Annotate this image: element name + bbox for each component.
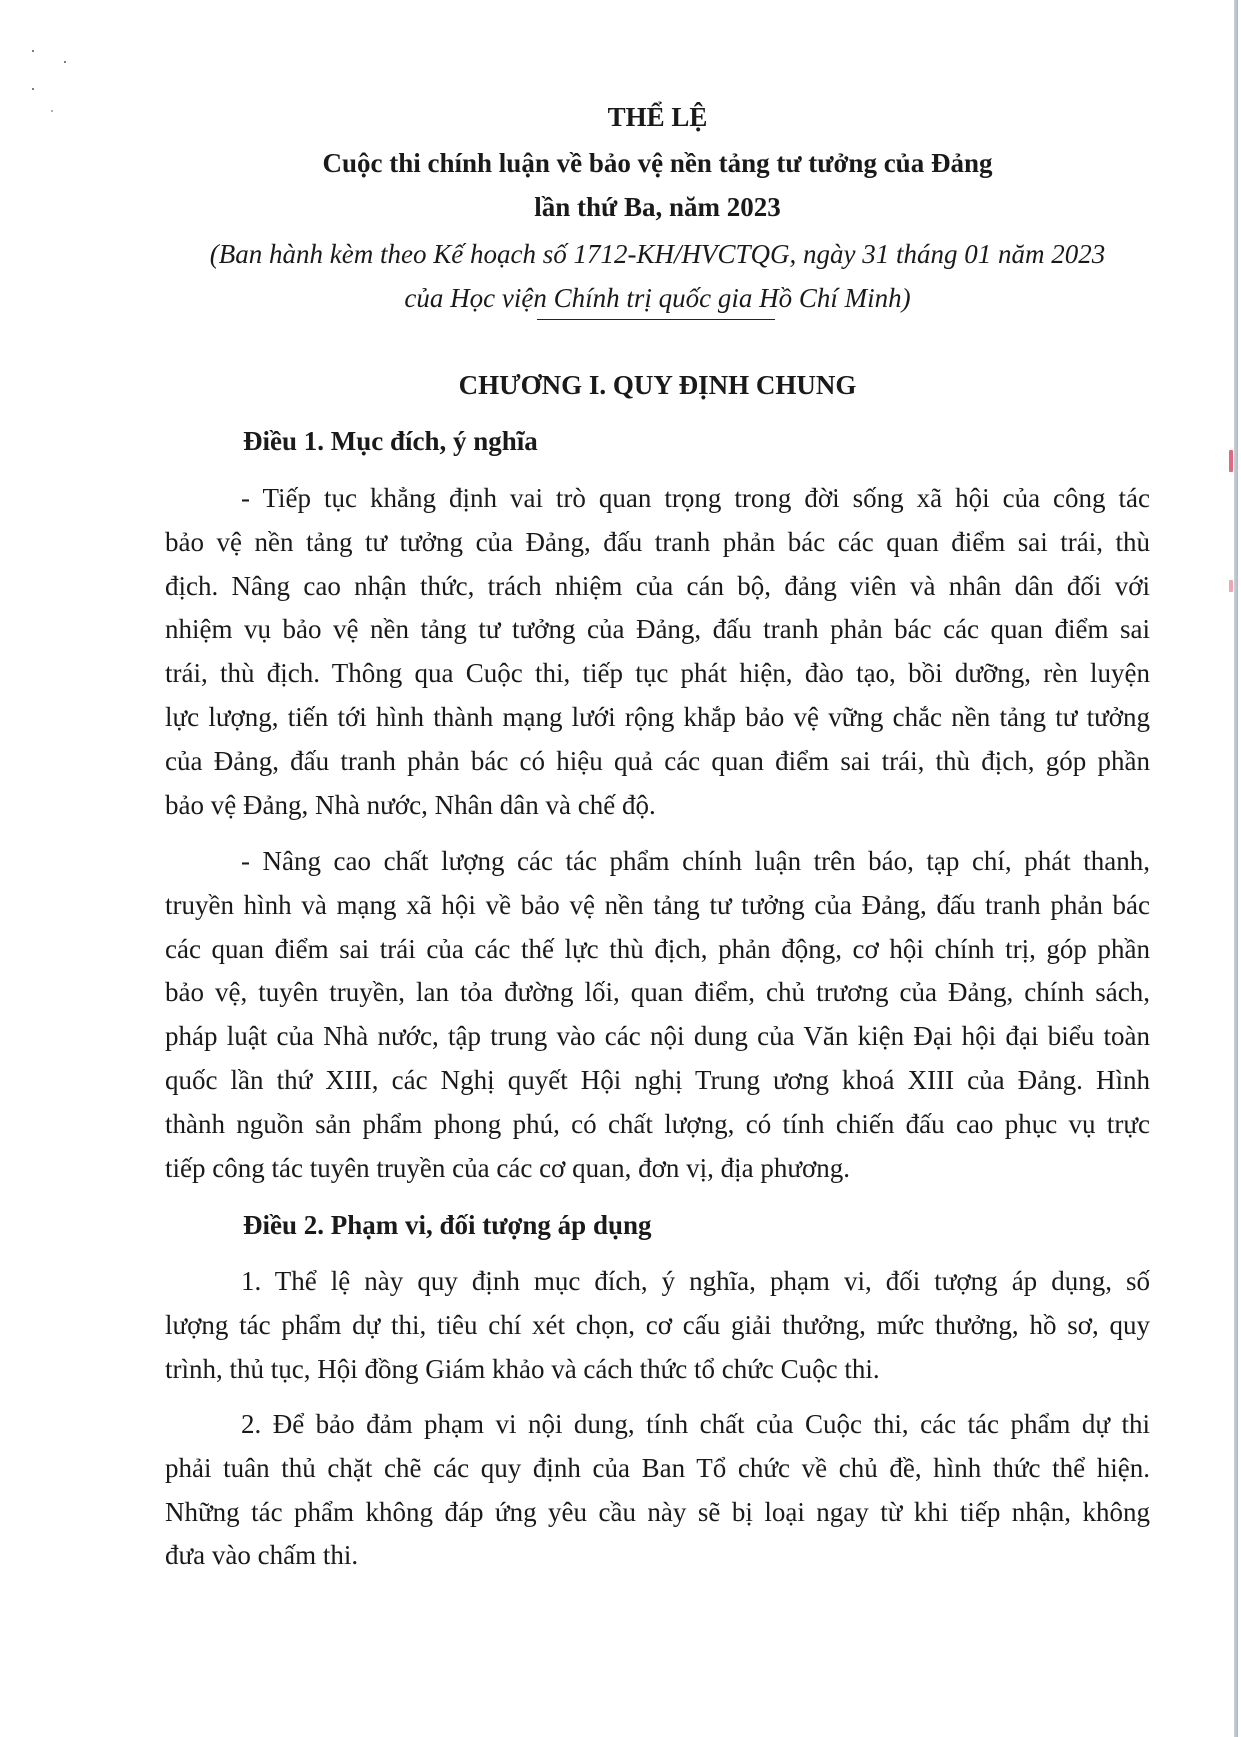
text-line: của Đảng, đấu tranh phản bác có hiệu quả các quan điểm sai trái, thù địch, góp phần <box>165 745 1150 776</box>
text-line: pháp luật của Nhà nước, tập trung vào các nội dung của Văn kiện Đại hội đại biểu toàn <box>165 1021 1150 1052</box>
title-separator <box>537 319 775 320</box>
article-heading: Điều 2. Phạm vi, đối tượng áp dụng <box>243 1210 652 1240</box>
paragraph <box>165 477 1150 827</box>
text-line: bảo vệ, tuyên truyền, lan tỏa đường lối, quan điểm, chủ trương của Đảng, chính sách, <box>165 977 1150 1008</box>
issuance-line: (Ban hành kèm theo Kế hoạch số 1712-KH/HVCTQG, ngày 31 tháng 01 năm 2023 <box>209 239 1106 269</box>
text-line: - Nâng cao chất lượng các tác phẩm chính luận trên báo, tạp chí, phát thanh, <box>241 846 1150 876</box>
paragraph <box>165 840 1150 1190</box>
text-line: lực lượng, tiến tới hình thành mạng lưới rộng khắp bảo vệ vững chắc nền tảng tư tưởng <box>165 701 1150 732</box>
text-line: truyền hình và mạng xã hội về bảo vệ nền tảng tư tưởng của Đảng, đấu tranh phản bác <box>165 889 1150 920</box>
chapter-title: CHƯƠNG I. QUY ĐỊNH CHUNG <box>458 370 857 400</box>
scan-speck <box>32 50 34 52</box>
scan-speck <box>32 88 34 90</box>
text-line: địch. Nâng cao nhận thức, trách nhiệm của cán bộ, đảng viên và nhân dân đối với <box>165 570 1150 601</box>
issuance-note <box>165 232 1150 320</box>
text-line: bảo vệ nền tảng tư tưởng của Đảng, đấu tranh phản bác các quan điểm sai trái, thù <box>165 526 1150 557</box>
text-line: nhiệm vụ bảo vệ nền tảng tư tưởng của Đảng, đấu tranh phản bác các quan điểm sai <box>165 614 1150 645</box>
document-subtitle <box>165 141 1150 229</box>
text-line: 1. Thể lệ này quy định mục đích, ý nghĩa, phạm vi, đối tượng áp dụng, số <box>241 1266 1150 1296</box>
text-line: Những tác phẩm không đáp ứng yêu cầu này sẽ bị loại ngay từ khi tiếp nhận, không <box>165 1496 1150 1527</box>
text-line: lượng tác phẩm dự thi, tiêu chí xét chọn, cơ cấu giải thưởng, mức thưởng, hồ sơ, quy <box>165 1309 1150 1340</box>
text-line: 2. Để bảo đảm phạm vi nội dung, tính chất của Cuộc thi, các tác phẩm dự thi <box>241 1409 1150 1439</box>
text-line: thành nguồn sản phẩm phong phú, có chất lượng, có tính chiến đấu cao phục vụ trực <box>165 1108 1150 1139</box>
paragraph <box>165 1260 1150 1391</box>
text-line: các quan điểm sai trái của các thế lực thù địch, phản động, cơ hội chính trị, góp phần <box>165 933 1150 964</box>
article-heading: Điều 1. Mục đích, ý nghĩa <box>243 426 538 456</box>
issuance-line: của Học viện Chính trị quốc gia Hồ Chí Minh) <box>404 283 911 313</box>
scan-speck <box>64 61 66 63</box>
scan-speck <box>51 110 53 112</box>
text-line: - Tiếp tục khẳng định vai trò quan trọng trong đời sống xã hội của công tác <box>241 483 1150 513</box>
text-line: trình, thủ tục, Hội đồng Giám khảo và cách thức tổ chức Cuộc thi. <box>165 1353 880 1384</box>
text-line: tiếp công tác tuyên truyền của các cơ quan, đơn vị, địa phương. <box>165 1152 850 1183</box>
text-line: bảo vệ Đảng, Nhà nước, Nhân dân và chế độ. <box>165 789 656 820</box>
text-line: trái, thù địch. Thông qua Cuộc thi, tiếp tục phát hiện, đào tạo, bồi dưỡng, rèn luyện <box>165 658 1150 689</box>
scan-edge-shadow <box>1234 0 1238 1737</box>
subtitle-line: Cuộc thi chính luận về bảo vệ nền tảng tư tưởng của Đảng <box>322 148 993 178</box>
paragraph <box>165 1403 1150 1578</box>
document-title: THỂ LỆ <box>607 102 708 132</box>
scan-color-mark <box>1229 580 1233 592</box>
text-line: quốc lần thứ XIII, các Nghị quyết Hội nghị Trung ương khoá XIII của Đảng. Hình <box>165 1064 1150 1095</box>
scan-color-mark <box>1229 450 1233 472</box>
text-line: phải tuân thủ chặt chẽ các quy định của Ban Tổ chức về chủ đề, hình thức thể hiện. <box>165 1452 1150 1483</box>
subtitle-line: lần thứ Ba, năm 2023 <box>534 192 781 222</box>
text-line: đưa vào chấm thi. <box>165 1540 359 1571</box>
